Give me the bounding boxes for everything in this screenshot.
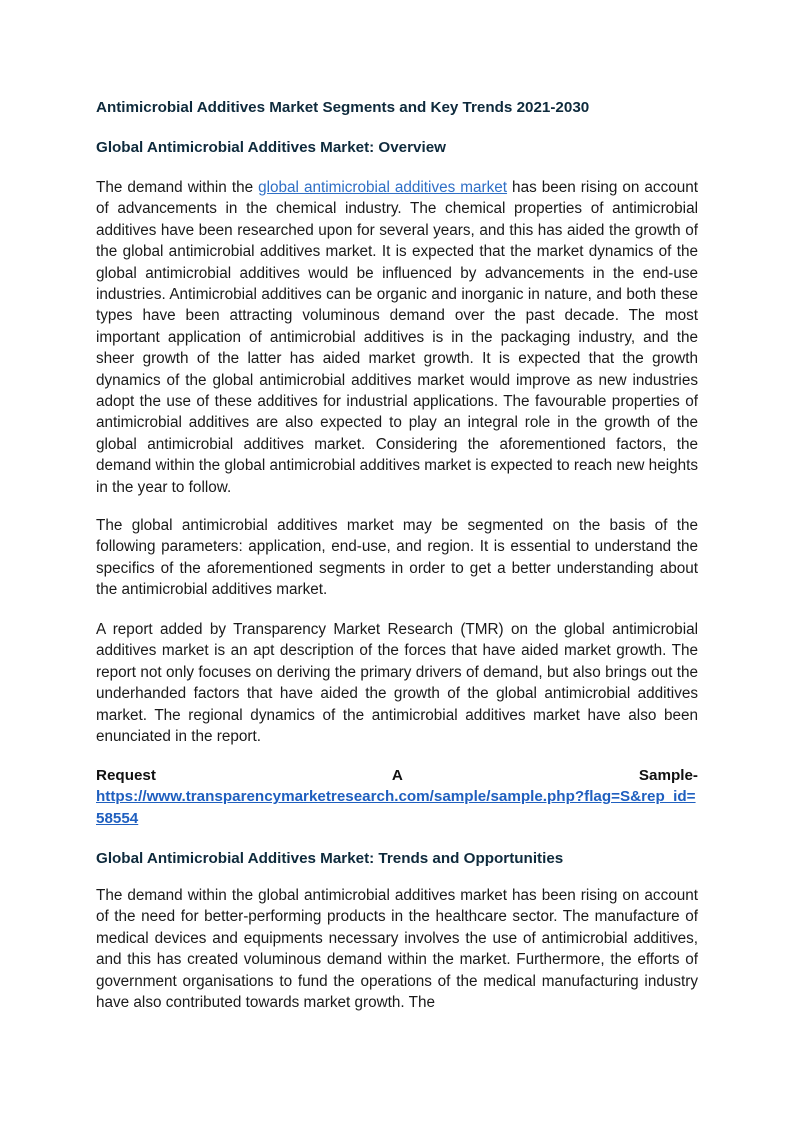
overview-paragraph (96, 177, 698, 498)
overview-heading: Global Antimicrobial Additives Market: Overview (96, 139, 446, 156)
trends-heading: Global Antimicrobial Additives Market: Trends and Opportunities (96, 850, 564, 867)
a-word: A (391, 767, 403, 784)
sample-word: Sample- (638, 767, 698, 784)
request-word: Request (96, 767, 156, 784)
market-link[interactable]: global antimicrobial additives market (258, 179, 508, 196)
document-title: Antimicrobial Additives Market Segments and Key Trends 2021-2030 (96, 99, 590, 116)
request-sample-link[interactable]: https://www.transparencymarketresearch.com/sample/sample.php?flag=S&rep_id=58554 (96, 788, 696, 827)
request-sample-block (96, 765, 698, 829)
report-paragraph: A report added by Transparency Market Research (TMR) on the global antimicrobial additives market is an apt description of the forces that have aided market growth. The report not only focuses on deriving the primary drivers of demand, but also brings out the underhanded factors that have aided the growth of the global antimicrobial additives market. The regional dynamics of the antimicrobial additives market have also been enunciated in the report. (96, 621, 698, 746)
request-sample-label (96, 765, 698, 786)
p1-prefix: The demand within the (96, 179, 259, 196)
segmentation-paragraph: The global antimicrobial additives market may be segmented on the basis of the following parameters: application, end-use, and region. It is essential to understand the specifics of the aforementioned segments in order to get a better understanding about the antimicrobial additives market. (96, 517, 698, 599)
p1-rest: has been rising on account of advancements in the chemical industry. The chemical properties of antimicrobial additives have been researched upon for several years, and this has aided the growth of the global antimicrobial additives market. It is expected that the market dynamics of the global antimicrobial additives would be influenced by advancements in the end-use industries. Antimicrobial additives can be organic and inorganic in nature, and both these types have been attracting voluminous demand over the past decade. The most important application of antimicrobial additives is in the packaging industry, and the sheer growth of the latter has aided market growth. It is expected that the growth dynamics of the global antimicrobial additives market would improve as new industries adopt the use of these additives for industrial applications. The favourable properties of antimicrobial additives are also expected to play an integral role in the growth of the global antimicrobial additives market. Considering the aforementioned factors, the demand within the global antimicrobial additives market is expected to reach new heights in the year to follow. (96, 179, 699, 496)
trends-paragraph: The demand within the global antimicrobial additives market has been rising on account of the need for better-performing products in the healthcare sector. The manufacture of medical devices and equipments necessary involves the use of antimicrobial additives, and this has created voluminous demand within the market. Furthermore, the efforts of government organisations to fund the operations of the medical manufacturing industry have also contributed towards market growth. The (96, 887, 698, 1012)
